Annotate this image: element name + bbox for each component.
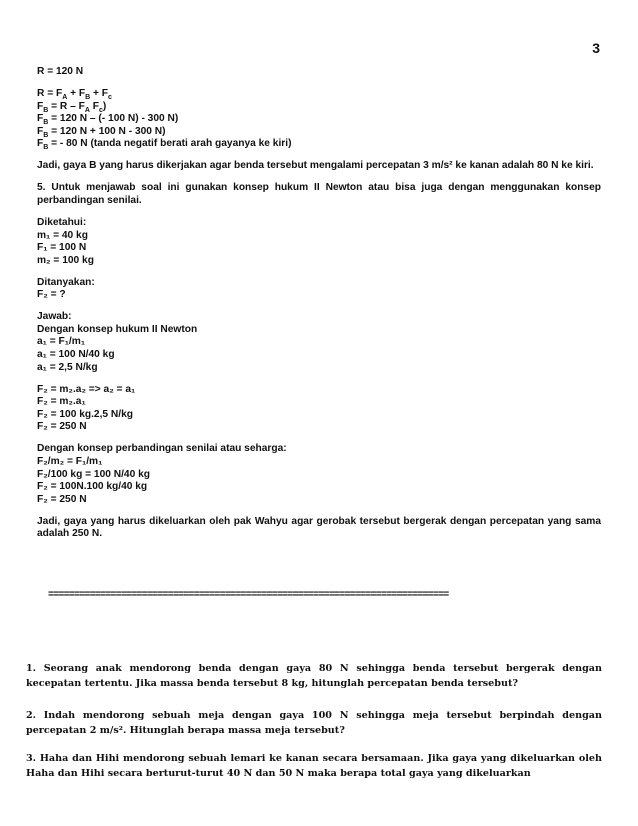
- known-item: F₁ = 100 N: [37, 242, 87, 254]
- asked-heading: Ditanyakan:: [37, 276, 95, 288]
- exercise-questions: [26, 662, 602, 781]
- proportion-line: F₂ = 100N.100 kg/40 kg: [37, 481, 148, 493]
- answer-heading: Jawab:: [37, 311, 72, 323]
- known-item: m₁ = 40 kg: [37, 229, 88, 241]
- known-heading: Diketahui:: [37, 216, 87, 228]
- formula-line: $R = F_A + F_B + F_c$: [37, 87, 112, 102]
- answer-line: F₂ = m₂.a₂ => a₂ = a₁: [37, 383, 136, 395]
- separator-line: =============================================================================: [48, 590, 449, 601]
- formula-line: $F_B = 120$ N + 100 N - 300 N): [37, 125, 166, 139]
- answer-line: a₁ = 100 N/40 kg: [37, 349, 115, 361]
- formula-line: $F_B$ = - 80 N (tanda negatif berati arah gayanya ke kiri): [37, 138, 292, 152]
- conclusion-paragraph: Jadi, gaya B yang harus dikerjakan agar benda tersebut mengalami percepatan 3 m/s² ke kanan adalah 80 N ke kiri.: [37, 160, 594, 172]
- page-number: 3: [592, 40, 600, 56]
- question-3: 3. Haha dan Hihi mendorong sebuah lemari ke kanan secara bersamaan. Jika gaya yang dikeluarkan oleh Haha dan Hihi secara berturut-turut 40 N dan 50 N maka berapa total gaya yang dikeluarkan: [26, 753, 602, 779]
- proportion-line: F₂ = 250 N: [37, 493, 87, 505]
- question-2: 2. Indah mendorong sebuah meja dengan gaya 100 N sehingga meja tersebut berpindah dengan percepatan 2 m/s². Hitunglah berapa massa meja tersebut?: [26, 710, 602, 736]
- known-item: m₂ = 100 kg: [37, 254, 94, 266]
- solution-content: [37, 66, 601, 541]
- result-line: R = 120 N: [37, 66, 84, 77]
- answer-line: F₂ = 100 kg.2,5 N/kg: [37, 408, 133, 420]
- answer-line: F₂ = m₂.a₁: [37, 396, 86, 408]
- question-1: 1. Seorang anak mendorong benda dengan gaya 80 N sehingga benda tersebut bergerak dengan kecepatan tertentu. Jika massa benda tersebut 8 kg, hitunglah percepatan benda tersebut?: [26, 663, 602, 689]
- answer-line: a₁ = 2,5 N/kg: [37, 361, 98, 373]
- formula-line: $F_B = R - F_A$ $F_c$): [37, 100, 107, 114]
- answer-line: a₁ = F₁/m₁: [37, 336, 86, 348]
- asked-item: F₂ = ?: [37, 289, 66, 301]
- answer-line: Dengan konsep hukum II Newton: [37, 323, 198, 335]
- proportion-heading: Dengan konsep perbandingan senilai atau seharga:: [37, 443, 287, 455]
- proportion-line: F₂/m₂ = F₁/m₁: [37, 455, 103, 467]
- formula-line: $F_B = 120$ N – (- 100 N) - 300 N): [37, 113, 179, 127]
- proportion-line: F₂/100 kg = 100 N/40 kg: [37, 468, 150, 480]
- answer-line: F₂ = 250 N: [37, 421, 87, 433]
- conclusion-paragraph: Jadi, gaya yang harus dikeluarkan oleh pak Wahyu agar gerobak tersebut bergerak dengan percepatan yang sama adalah 250 N.: [37, 515, 601, 540]
- question-5-intro: 5. Untuk menjawab soal ini gunakan konsep hukum II Newton atau bisa juga dengan menggunakan konsep perbandingan senilai.: [37, 182, 601, 206]
